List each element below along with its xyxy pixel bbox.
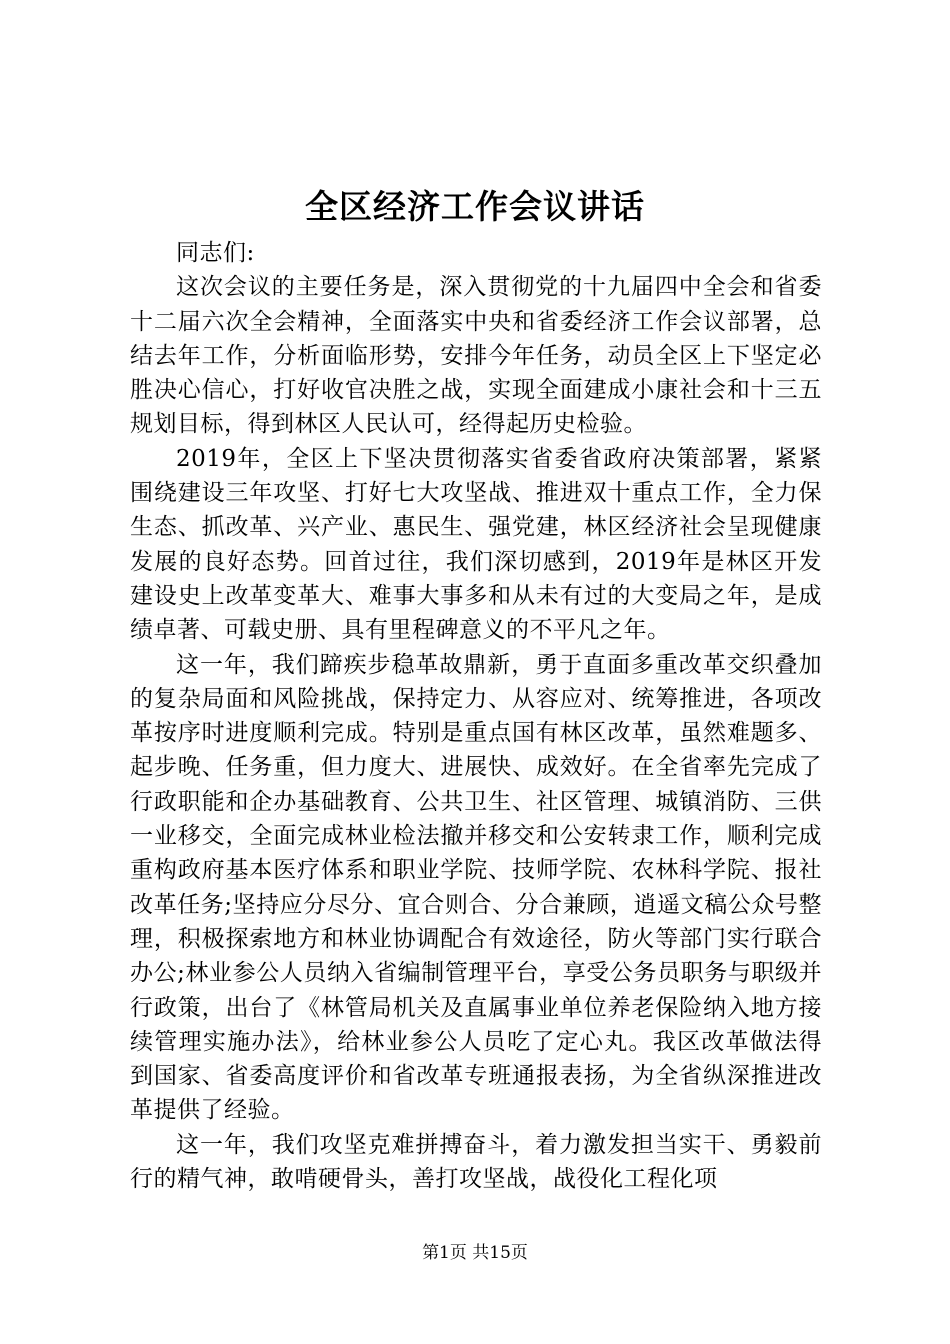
paragraph-3: 这一年，我们蹄疾步稳革故鼎新，勇于直面多重改革交织叠加的复杂局面和风险挑战，保持定力、从容应对、统筹推进，各项改革按序时进度顺利完成。特别是重点国有林区改革，虽然难题多、起步晚、任务重，但力度大、进展快、成效好。在全省率先完成了行政职能和企办基础教育、公共卫生、社区管理、城镇消防、三供一业移交，全面完成林业检法撤并移交和公安转隶工作，顺利完成重构政府基本医疗体系和职业学院、技师学院、农林科学院、报社改革任务;坚持应分尽分、宜合则合、分合兼顾，逍遥文稿公众号整理，积极探索地方和林业协调配合有效途径，防火等部门实行联合办公;林业参公人员纳入省编制管理平台，享受公务员职务与职级并行政策，出台了《林管局机关及直属事业单位养老保险纳入地方接续管理实施办法》，给林业参公人员吃了定心丸。我区改革做法得到国家、省委高度评价和省改革专班通报表扬，为全省纵深推进改革提供了经验。 <box>130 651 822 1124</box>
paragraph-1: 这次会议的主要任务是，深入贯彻党的十九届四中全会和省委十二届六次全会精神，全面落实中央和省委经济工作会议部署，总结去年工作，分析面临形势，安排今年任务，动员全区上下坚定必胜决心信心，打好收官决胜之战，实现全面建成小康社会和十三五规划目标，得到林区人民认可，经得起历史检验。 <box>130 274 822 438</box>
document-title: 全区经济工作会议讲话 <box>305 187 645 226</box>
paragraph-4: 这一年，我们攻坚克难拼搏奋斗，着力激发担当实干、勇毅前行的精气神，敢啃硬骨头，善打攻坚战，战役化工程化项 <box>130 1131 822 1193</box>
document-body <box>130 236 822 1196</box>
paragraph-2: 2019年，全区上下坚决贯彻落实省委省政府决策部署，紧紧围绕建设三年攻坚、打好七大攻坚战、推进双十重点工作，全力保生态、抓改革、兴产业、惠民生、强党建，林区经济社会呈现健康发展的良好态势。回首过往，我们深切感到，2019年是林区开发建设史上改革变革大、难事大事多和从未有过的大变局之年，是成绩卓著、可载史册、具有里程碑意义的不平凡之年。 <box>130 445 822 644</box>
page-footer: 第1页 共15页 <box>422 1243 528 1263</box>
salutation: 同志们: <box>176 240 255 266</box>
